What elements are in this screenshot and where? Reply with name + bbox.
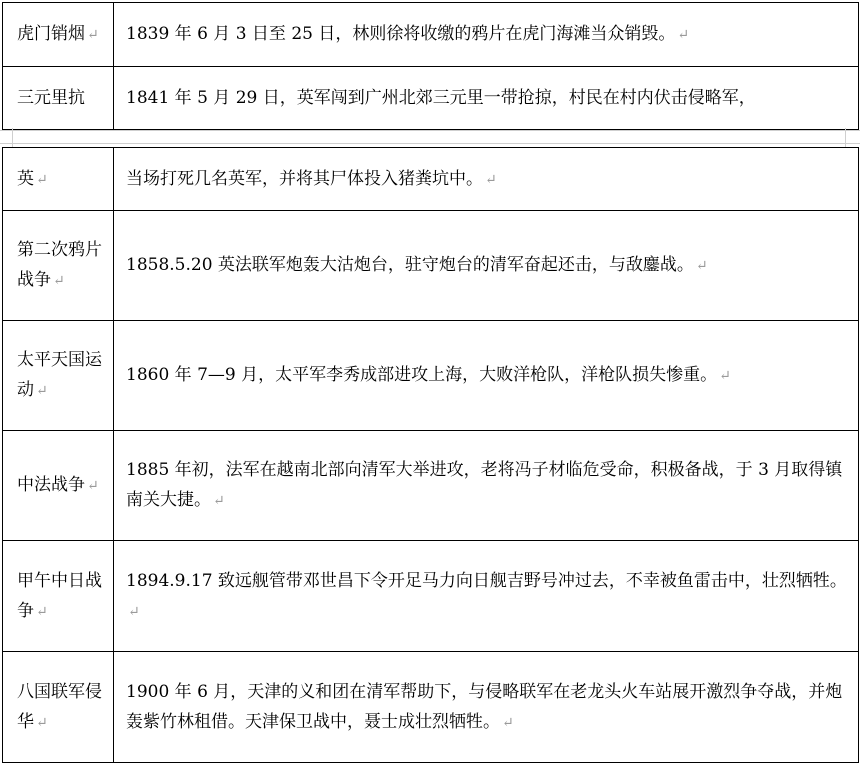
event-description: 1841 年 5 月 29 日，英军闯到广州北郊三元里一带抢掠，村民在村内伏击侵略军， [126, 88, 756, 108]
event-cell [3, 148, 114, 211]
event-cell [3, 321, 114, 431]
events-table-top [2, 2, 859, 130]
description-cell [114, 431, 859, 541]
event-description: 1900 年 6 月，天津的义和团在清军帮助下，与侵略联军在老龙头火车站展开激烈争夺战，并炮轰紫竹林租借。天津保卫战中，聂士成壮烈牺牲。 [126, 681, 843, 732]
event-cell [3, 211, 114, 321]
table-row [3, 321, 859, 431]
paragraph-mark-icon: ↵ [87, 478, 99, 494]
event-name: 八国联军侵华 [17, 681, 102, 732]
description-cell [114, 148, 859, 211]
event-description: 当场打死几名英军，并将其尸体投入猪粪坑中。 [126, 168, 483, 189]
event-description: 1858.5.20 英法联军炮轰大沽炮台，驻守炮台的清军奋起还击，与敌鏖战。 [126, 255, 694, 275]
event-name: 甲午中日战争 [17, 570, 102, 621]
event-name: 英 [17, 168, 34, 189]
event-description: 1885 年初，法军在越南北部向清军大举进攻，老将冯子材临危受命，积极备战，于 3 月取得镇南关大捷。 [126, 460, 843, 510]
event-name: 太平天国运动 [17, 350, 102, 400]
paragraph-mark-icon: ↵ [485, 171, 497, 188]
event-cell [3, 67, 114, 130]
event-name: 三元里抗 [17, 88, 85, 108]
event-name: 第二次鸦片战争 [17, 240, 102, 290]
paragraph-mark-icon: ↵ [36, 714, 48, 731]
paragraph-mark-icon: ↵ [128, 603, 140, 620]
description-cell [114, 652, 859, 763]
paragraph-mark-icon: ↵ [36, 383, 48, 399]
table-row [3, 211, 859, 321]
table-row [3, 431, 859, 541]
event-name: 中法战争 [17, 475, 85, 495]
event-cell [3, 652, 114, 763]
event-description: 1860 年 7—9 月，太平军李秀成部进攻上海，大败洋枪队，洋枪队损失惨重。 [126, 365, 718, 385]
paragraph-mark-icon: ↵ [87, 27, 99, 43]
event-name: 虎门销烟 [17, 24, 85, 44]
paragraph-mark-icon: ↵ [36, 171, 48, 188]
table-row [3, 148, 859, 211]
table-row [3, 3, 859, 67]
paragraph-mark-icon: ↵ [53, 273, 65, 289]
description-cell [114, 321, 859, 431]
description-cell [114, 211, 859, 321]
events-table-bottom [2, 147, 859, 763]
paragraph-mark-icon: ↵ [502, 714, 514, 731]
event-description: 1894.9.17 致远舰管带邓世昌下令开足马力向日舰吉野号冲过去，不幸被鱼雷击中，壮烈牺牲。 [126, 570, 847, 591]
table-row [3, 541, 859, 652]
page-break-separator [0, 128, 860, 147]
paragraph-mark-icon: ↵ [36, 603, 48, 620]
paragraph-mark-icon: ↵ [213, 493, 225, 509]
description-cell [114, 541, 859, 652]
paragraph-mark-icon: ↵ [719, 368, 731, 384]
description-cell [114, 67, 859, 130]
table-row [3, 67, 859, 130]
event-cell [3, 541, 114, 652]
event-cell [3, 431, 114, 541]
description-cell [114, 3, 859, 67]
table-row [3, 652, 859, 763]
paragraph-mark-icon: ↵ [677, 27, 690, 43]
paragraph-mark-icon: ↵ [695, 258, 708, 274]
event-description: 1839 年 6 月 3 日至 25 日，林则徐将收缴的鸦片在虎门海滩当众销毁。 [126, 24, 676, 44]
event-cell [3, 3, 114, 67]
